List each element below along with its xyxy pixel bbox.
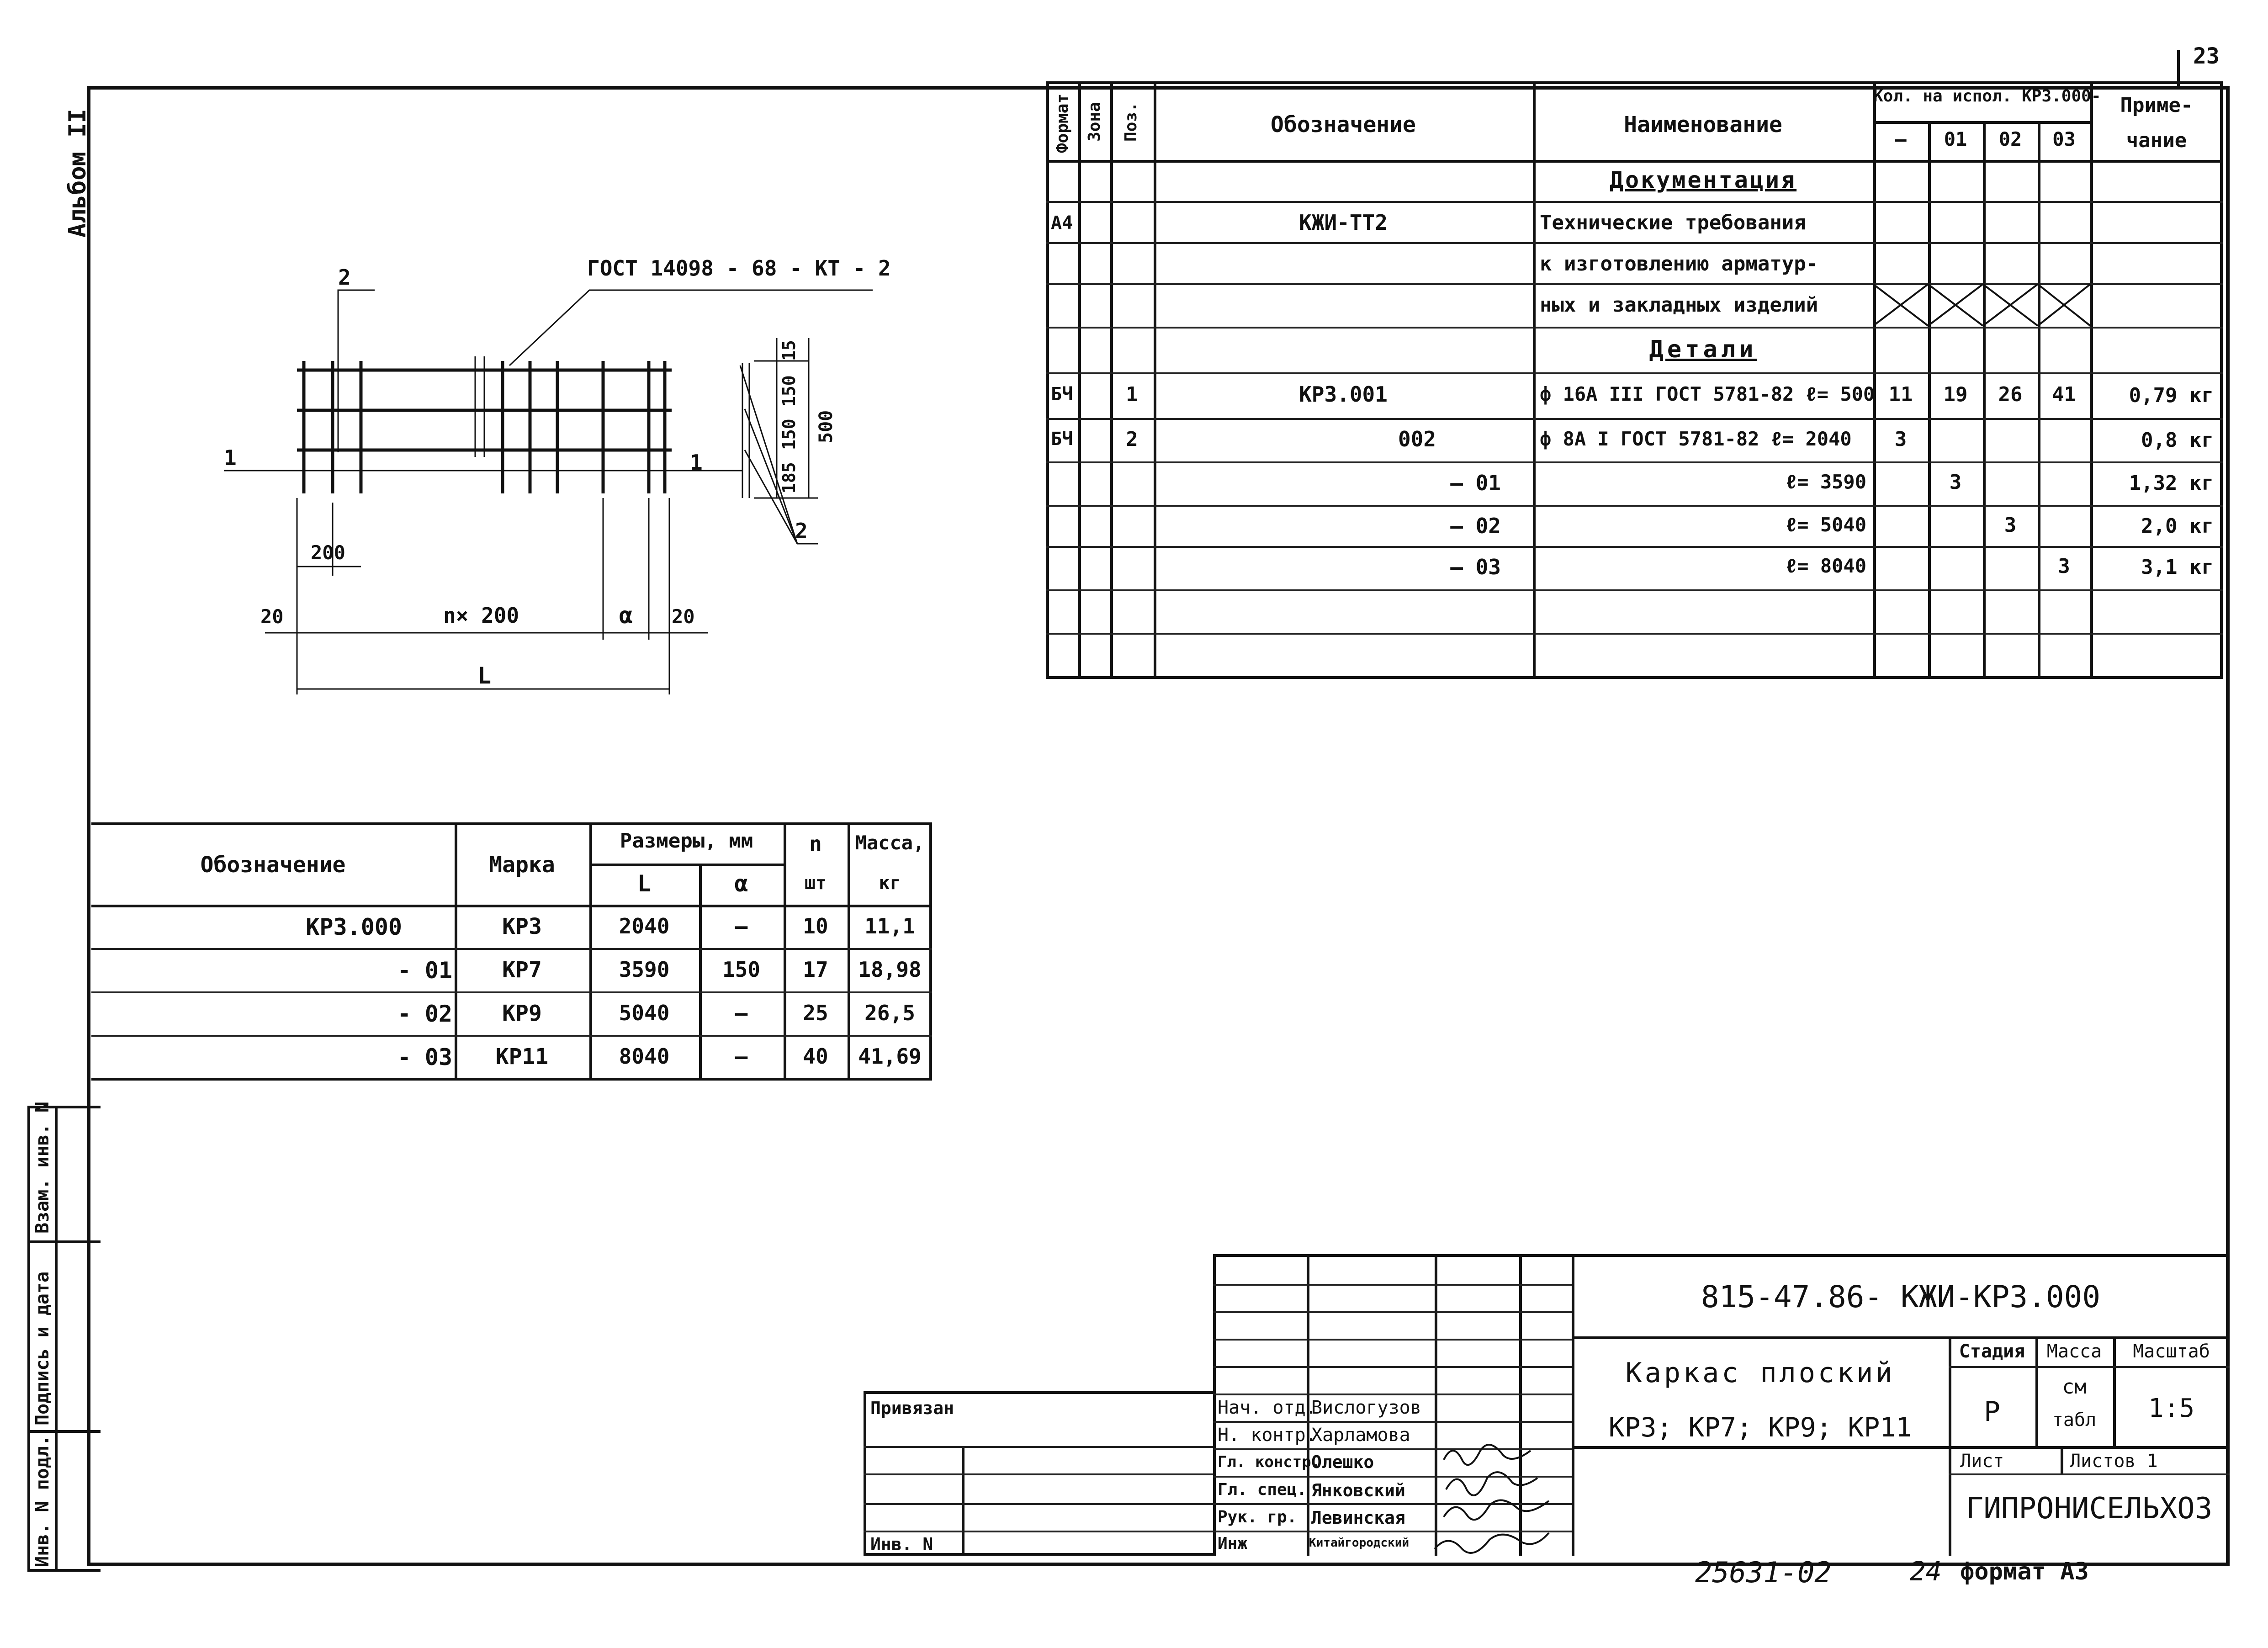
row8-name: ℓ= 5040: [1786, 514, 1866, 536]
hdr-kol-2: 02: [1998, 128, 2022, 150]
hdr-kol-0: —: [1895, 128, 1907, 150]
dims-r3-oboz: - 03: [397, 1044, 452, 1070]
dim-150b: 150: [779, 419, 799, 450]
row5-k1: 19: [1943, 383, 1968, 406]
dim-a: α: [619, 602, 633, 629]
sig-role-1: Н. контр.: [1218, 1425, 1317, 1446]
title-line2: КР3; КР7; КР9; КР11: [1608, 1412, 1912, 1443]
dim-500: 500: [816, 410, 837, 443]
dims-hdr-razmery: Размеры, мм: [620, 829, 753, 853]
sig-role-0: Нач. отд.: [1218, 1397, 1317, 1418]
dims-r1-oboz: - 01: [397, 957, 452, 984]
dims-r2-oboz: - 02: [397, 1001, 452, 1027]
row3-name: ных и закладных изделий: [1540, 293, 1818, 317]
masshtab-value: 1:5: [2148, 1394, 2195, 1423]
dim-200: 200: [311, 541, 345, 564]
dims-hdr-marka: Марка: [489, 852, 555, 878]
callout-2: 2: [338, 265, 351, 290]
sig-name-0: Вислогузов: [1311, 1397, 1421, 1418]
stamp-inv-podl: Инв. N подл.: [32, 1435, 53, 1567]
dim-20-right: 20: [672, 605, 695, 628]
format-label: формат А3: [1960, 1558, 2089, 1585]
hdr-oboznachenie: Обозначение: [1271, 112, 1416, 138]
dims-r2-L: 5040: [619, 1001, 670, 1025]
sig-name-2: Олешко: [1311, 1452, 1374, 1472]
dims-r2-n: 25: [803, 1001, 828, 1025]
organization: ГИПРОНИСЕЛЬХОЗ: [1966, 1492, 2213, 1526]
sig-role-5: Инж: [1218, 1534, 1248, 1553]
dims-r3-marka: КР11: [495, 1044, 549, 1070]
hdr-poz: Поз.: [1122, 102, 1140, 142]
section-detali: Детали: [1649, 336, 1757, 363]
hdr-zona: Зона: [1085, 102, 1104, 142]
album-label: Альбом II: [64, 109, 91, 238]
row5-k2: 26: [1998, 383, 2023, 406]
row6-format: БЧ: [1051, 429, 1073, 450]
row9-name: ℓ= 8040: [1786, 555, 1866, 577]
row9-k3: 3: [2058, 555, 2070, 578]
dim-20-left: 20: [260, 605, 284, 628]
dims-r3-massa: 41,69: [858, 1044, 922, 1069]
dims-r2-a: —: [735, 1001, 748, 1025]
sig-name-4: Левинская: [1311, 1508, 1405, 1528]
row7-oboz: — 01: [1450, 471, 1501, 495]
row7-k1: 3: [1949, 471, 1962, 494]
row5-oboz: КР3.001: [1299, 382, 1388, 407]
hdr-kol-1: 01: [1944, 128, 1967, 150]
side-callout-1: 1: [690, 450, 703, 475]
section-dokumentaciya: Документация: [1609, 167, 1797, 193]
row1-oboz: КЖИ-ТТ2: [1299, 210, 1388, 235]
dims-r1-marka: КР7: [502, 957, 542, 983]
callout-1: 1: [224, 445, 237, 470]
dims-r2-massa: 26,5: [864, 1001, 915, 1025]
row7-note: 1,32 кг: [2129, 472, 2214, 495]
dim-15: 15: [779, 340, 799, 361]
hdr-primechanie-1: Приме-: [2120, 94, 2193, 117]
dims-r1-L: 3590: [619, 957, 670, 982]
row6-name: ф 8А I ГОСТ 5781-82 ℓ= 2040: [1540, 428, 1852, 450]
massa-value-2: табл: [2052, 1410, 2097, 1431]
row8-k2: 3: [2004, 514, 2017, 537]
dims-r1-n: 17: [803, 957, 828, 982]
list-label: Лист: [1960, 1451, 2004, 1472]
dims-r0-marka: КР3: [502, 914, 542, 939]
row2-name: к изготовлению арматур-: [1540, 252, 1818, 276]
masshtab-label: Масштаб: [2133, 1341, 2210, 1362]
dims-r3-L: 8040: [619, 1044, 670, 1069]
row5-k0: 11: [1888, 383, 1913, 406]
sig-name-3: Янковский: [1311, 1480, 1405, 1500]
dims-hdr-n-unit: шт: [804, 873, 827, 894]
dims-hdr-a: α: [734, 870, 748, 897]
row5-note: 0,79 кг: [2129, 384, 2214, 407]
sig-role-4: Рук. гр.: [1218, 1508, 1297, 1526]
dims-r2-marka: КР9: [502, 1001, 542, 1026]
stadiya-label: Стадия: [1959, 1341, 2025, 1362]
row1-format: А4: [1051, 212, 1073, 233]
dim-150a: 150: [779, 375, 799, 407]
dims-r3-a: —: [735, 1044, 748, 1069]
row7-name: ℓ= 3590: [1786, 471, 1866, 493]
dim-nx200: n× 200: [443, 603, 519, 628]
dims-r1-a: 150: [722, 957, 761, 982]
row9-oboz: — 03: [1450, 555, 1501, 579]
dim-185: 185: [779, 462, 799, 493]
hdr-kol-3: 03: [2052, 128, 2076, 150]
privyazan-label: Привязан: [870, 1398, 954, 1418]
row5-name: ф 16А III ГОСТ 5781-82 ℓ= 500: [1540, 383, 1875, 405]
title-line1: Каркас плоский: [1625, 1357, 1895, 1389]
sig-role-2: Гл. констр.: [1218, 1453, 1321, 1471]
row5-format: БЧ: [1051, 384, 1073, 405]
dims-hdr-n: n: [809, 832, 822, 856]
doc-code: 815-47.86- КЖИ-КР3.000: [1701, 1279, 2101, 1314]
hdr-format: Формат: [1053, 93, 1072, 153]
side-callout-2: 2: [795, 519, 808, 543]
listov-label: Листов 1: [2070, 1451, 2158, 1472]
stamp-podpis-data: Подпись и дата: [32, 1271, 53, 1425]
row6-k0: 3: [1894, 428, 1907, 451]
sig-name-5: Китайгородский: [1309, 1536, 1410, 1550]
sheet-index: 24: [1910, 1556, 1942, 1587]
dims-hdr-massa: Масса,: [855, 832, 925, 854]
row8-note: 2,0 кг: [2141, 514, 2214, 538]
row6-poz: 2: [1126, 428, 1138, 451]
dims-r0-L: 2040: [619, 914, 670, 938]
hdr-primechanie-2: чание: [2126, 129, 2187, 152]
inv-n-label: Инв. N: [870, 1534, 933, 1554]
dims-r3-n: 40: [803, 1044, 828, 1069]
massa-value-1: см: [2062, 1375, 2087, 1399]
dims-hdr-L: L: [637, 870, 652, 897]
row6-note: 0,8 кг: [2141, 429, 2214, 452]
dims-r0-oboz: КР3.000: [306, 914, 402, 940]
sig-name-1: Харламова: [1311, 1425, 1410, 1446]
row9-note: 3,1 кг: [2141, 556, 2214, 579]
dims-r0-massa: 11,1: [864, 914, 915, 938]
hdr-kol-group: Кол. на испол. КР3.000-: [1873, 87, 2101, 106]
row6-oboz: 002: [1398, 427, 1436, 451]
dims-r1-massa: 18,98: [858, 957, 922, 982]
stamp-vzam-inv: Взам. инв. N: [32, 1102, 53, 1234]
row8-oboz: — 02: [1450, 514, 1501, 538]
dims-hdr-oboz: Обозначение: [200, 852, 346, 878]
dims-r0-n: 10: [803, 914, 828, 938]
hdr-naimenovanie: Наименование: [1624, 112, 1782, 138]
row1-name: Технические требования: [1540, 211, 1806, 234]
stadiya-value: Р: [1983, 1396, 2001, 1428]
massa-label: Масса: [2046, 1341, 2102, 1362]
row5-k3: 41: [2052, 383, 2076, 406]
gost-note: ГОСТ 14098 - 68 - КТ - 2: [587, 256, 891, 281]
dim-L: L: [477, 662, 492, 689]
row5-poz: 1: [1126, 383, 1138, 406]
dims-hdr-massa-unit: кг: [879, 873, 901, 894]
sheet-code-bottom: 25631-02: [1695, 1556, 1832, 1589]
page-number: 23: [2193, 43, 2220, 69]
dims-r0-a: —: [735, 914, 748, 938]
sig-role-3: Гл. спец.: [1218, 1480, 1307, 1499]
